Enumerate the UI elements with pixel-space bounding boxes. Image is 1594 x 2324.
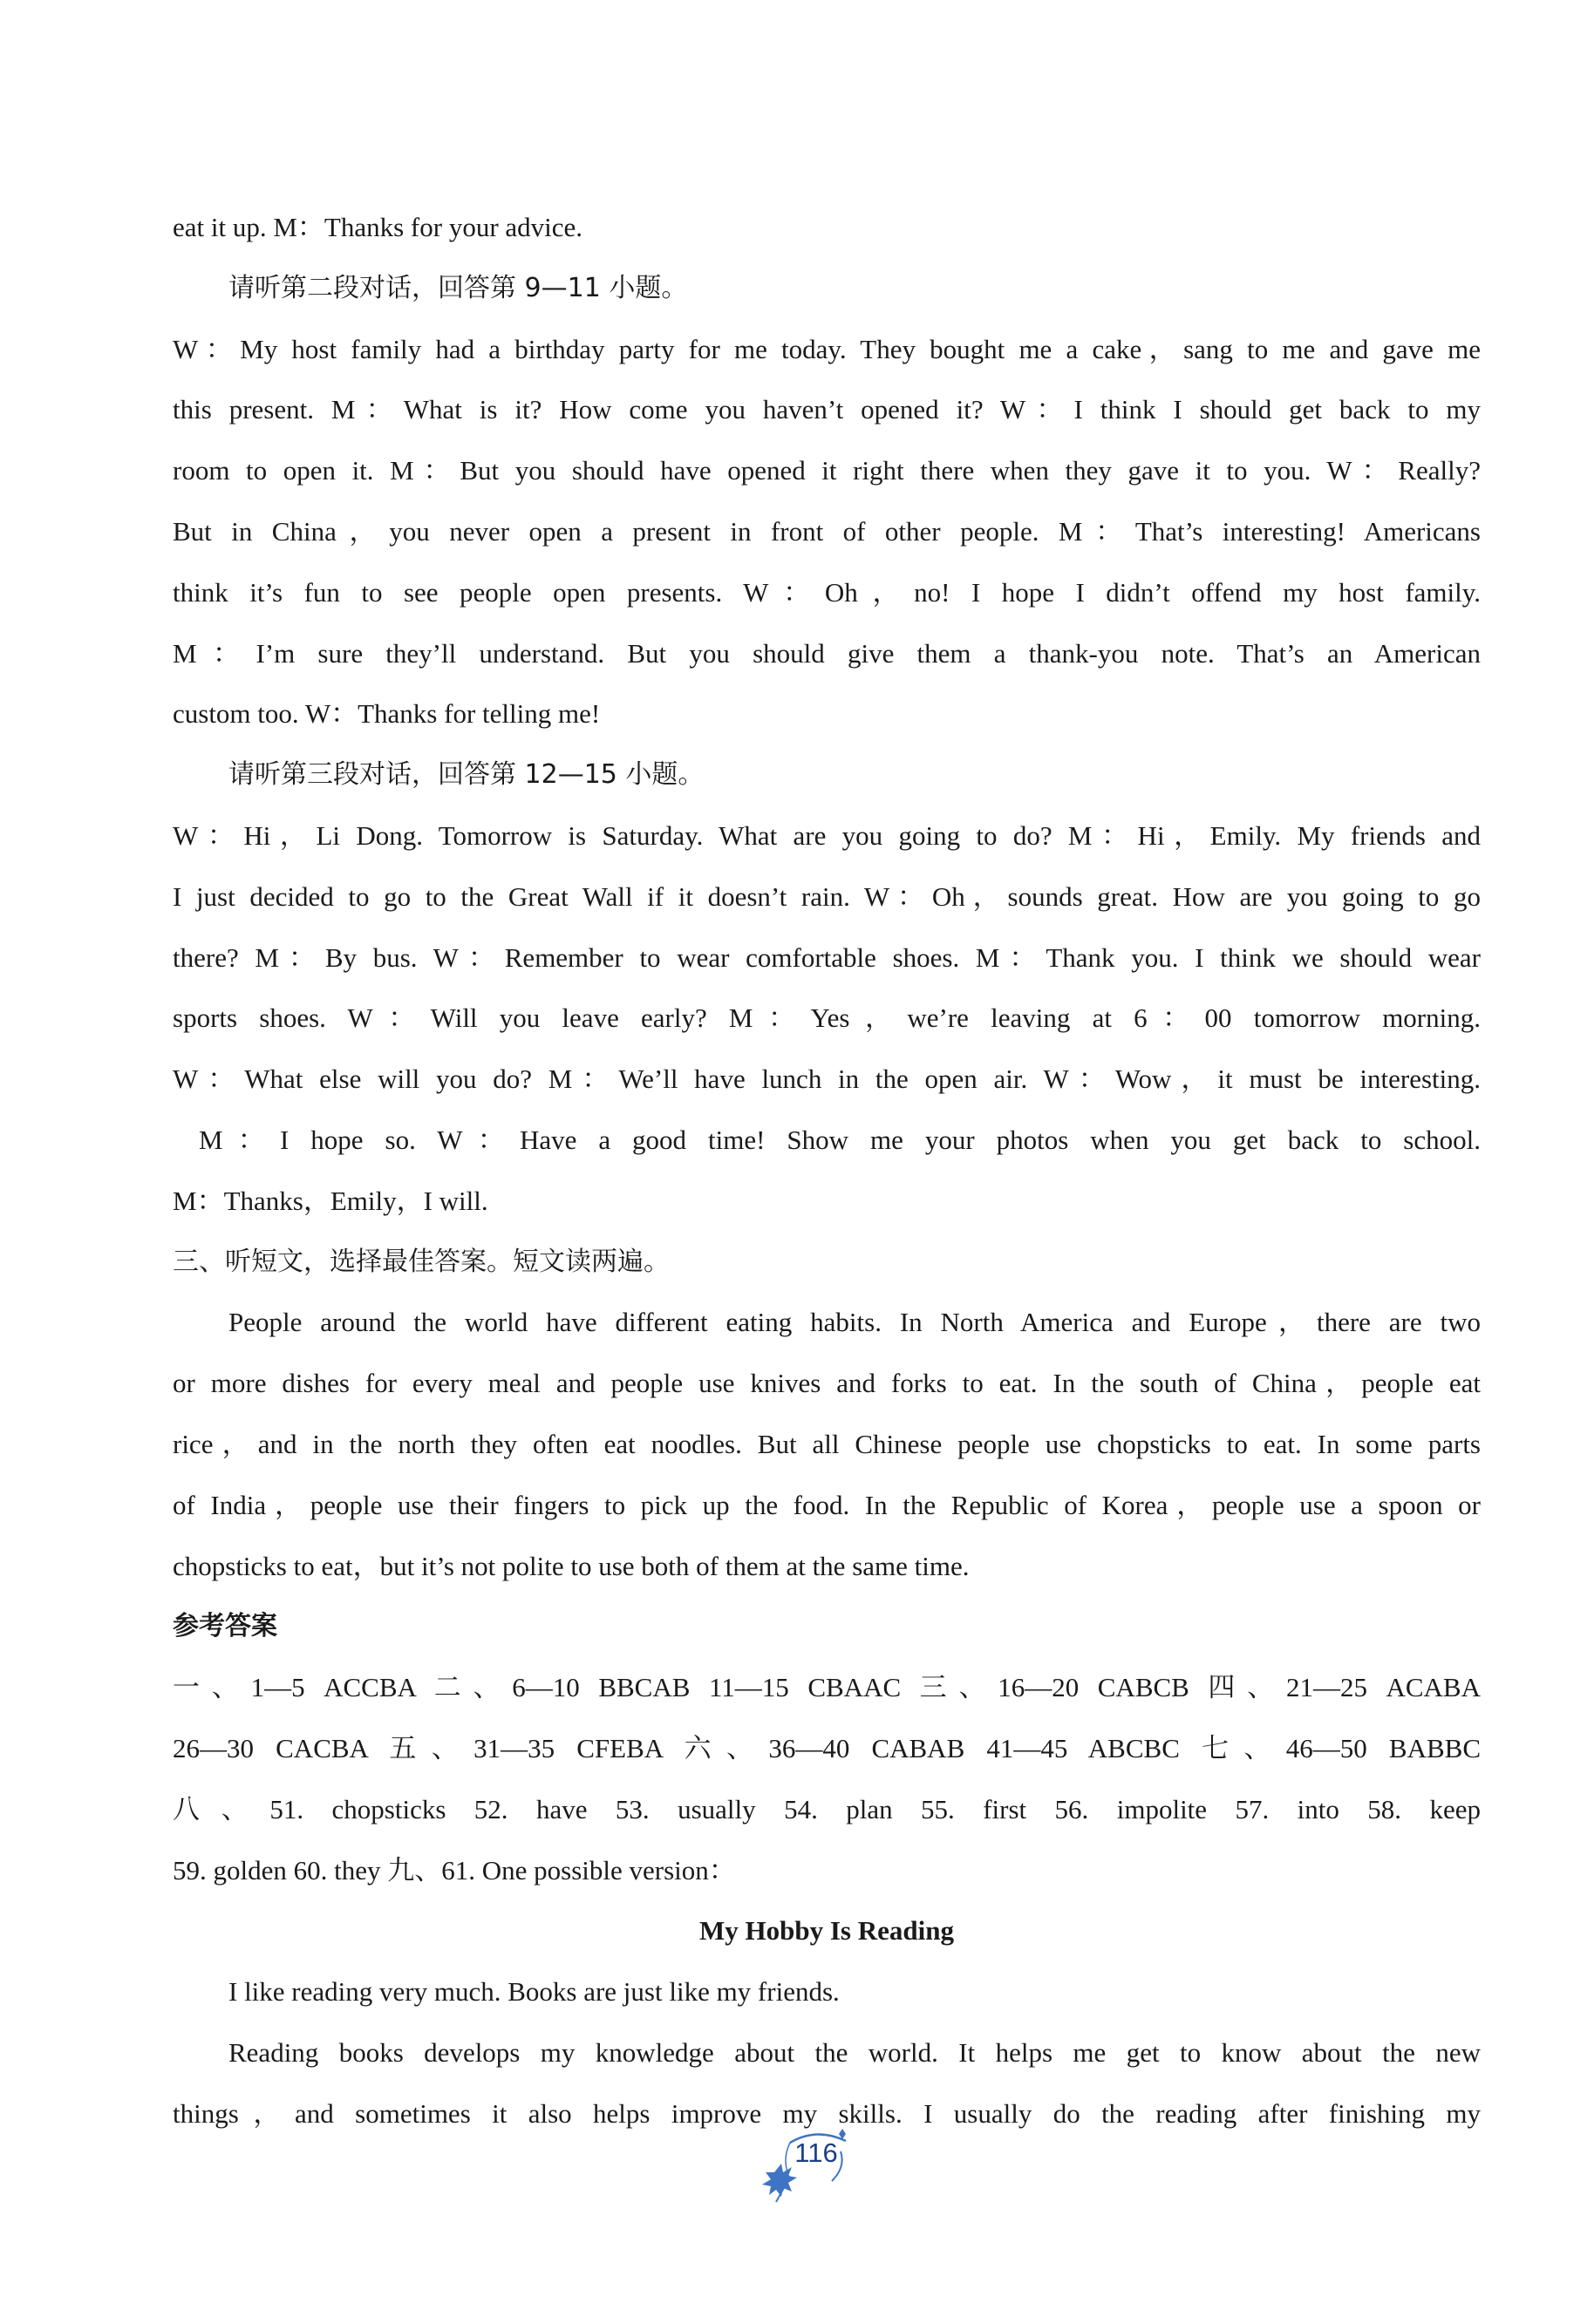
essay-line: I like reading very much. Books are just like my friends. <box>228 1976 840 2008</box>
section-instruction: 请听第二段对话，回答第 9—11 小题。 <box>228 272 688 303</box>
passage-line: rice，and in the north they often eat noodles. But all Chinese people use chopsticks to eat. In some parts <box>173 1428 1481 1459</box>
dialogue-line: eat it up. M：Thanks for your advice. <box>173 212 583 242</box>
answer-line: 八、51. chopsticks 52. have 53. usually 54. plan 55. first 56. impolite 57. into 58. keep <box>173 1793 1481 1825</box>
passage-line: of India，people use their fingers to pick up the food. In the Republic of Korea，people use a spoon or <box>173 1489 1481 1520</box>
answer-line: 一、1—5 ACCBA 二、6—10 BBCAB 11—15 CBAAC 三、16—20 CABCB 四、21—25 ACABA <box>173 1672 1481 1703</box>
dialogue-line: there? M：By bus. W：Remember to wear comfortable shoes. M：Thank you. I think we should wear <box>173 941 1481 973</box>
passage-line: or more dishes for every meal and people use knives and forks to eat. In the south of China，people eat <box>173 1368 1481 1399</box>
dialogue-line: M：I hope so. W：Have a good time! Show me your photos when you get back to school. <box>199 1124 1481 1155</box>
dialogue-line: custom too. W：Thanks for telling me! <box>173 698 601 730</box>
text-column <box>173 197 1481 2144</box>
essay-line: Reading books develops my knowledge about the world. It helps me get to know about the new <box>228 2036 1481 2068</box>
dialogue-line: W：Hi，Li Dong. Tomorrow is Saturday. What are you going to do? M：Hi，Emily. My friends and <box>173 819 1481 851</box>
passage-line: chopsticks to eat，but it’s not polite to use both of them at the same time. <box>173 1550 970 1581</box>
essay-line: things，and sometimes it also helps improve my skills. I usually do the reading after finishing my <box>173 2097 1481 2129</box>
dialogue-line: M：I’m sure they’ll understand. But you should give them a thank-you note. That’s an American <box>173 637 1481 669</box>
essay-title: My Hobby Is Reading <box>699 1915 954 1947</box>
dialogue-line: sports shoes. W：Will you leave early? M：Yes，we’re leaving at 6：00 tomorrow morning. <box>173 1002 1481 1034</box>
dialogue-line: M：Thanks，Emily，I will. <box>173 1185 488 1216</box>
answer-line: 26—30 CACBA 五、31—35 CFEBA 六、36—40 CABAB 41—45 ABCBC 七、46—50 BABBC <box>173 1732 1481 1763</box>
page-footer <box>755 2125 860 2209</box>
answer-line: 59. golden 60. they 九、61. One possible version： <box>173 1854 736 1886</box>
dialogue-line: I just decided to go to the Great Wall if it doesn’t rain. W：Oh，sounds great. How are you going to go <box>173 880 1481 912</box>
answer-key-heading: 参考答案 <box>173 1611 277 1642</box>
dialogue-line: W：My host family had a birthday party for me today. They bought me a cake，sang to me and gave me <box>173 333 1481 364</box>
dialogue-line: But in China，you never open a present in front of other people. M：That’s interesting! Americans <box>173 515 1481 547</box>
dialogue-line: room to open it. M：But you should have opened it right there when they gave it to you. W：Really? <box>173 455 1481 486</box>
dialogue-line: this present. M：What is it? How come you haven’t opened it? W：I think I should get back to my <box>173 394 1481 425</box>
page-number: 116 <box>794 2137 838 2168</box>
dialogue-line: think it’s fun to see people open presents. W：Oh，no! I hope I didn’t offend my host family. <box>173 576 1481 608</box>
dialogue-line: W：What else will you do? M：We’ll have lunch in the open air. W：Wow，it must be interesting. <box>173 1063 1481 1095</box>
passage-line: People around the world have different eating habits. In North America and Europe，there are two <box>228 1307 1481 1338</box>
section-heading: 三、听短文，选择最佳答案。短文读两遍。 <box>173 1246 670 1277</box>
section-instruction: 请听第三段对话，回答第 12—15 小题。 <box>228 759 705 791</box>
